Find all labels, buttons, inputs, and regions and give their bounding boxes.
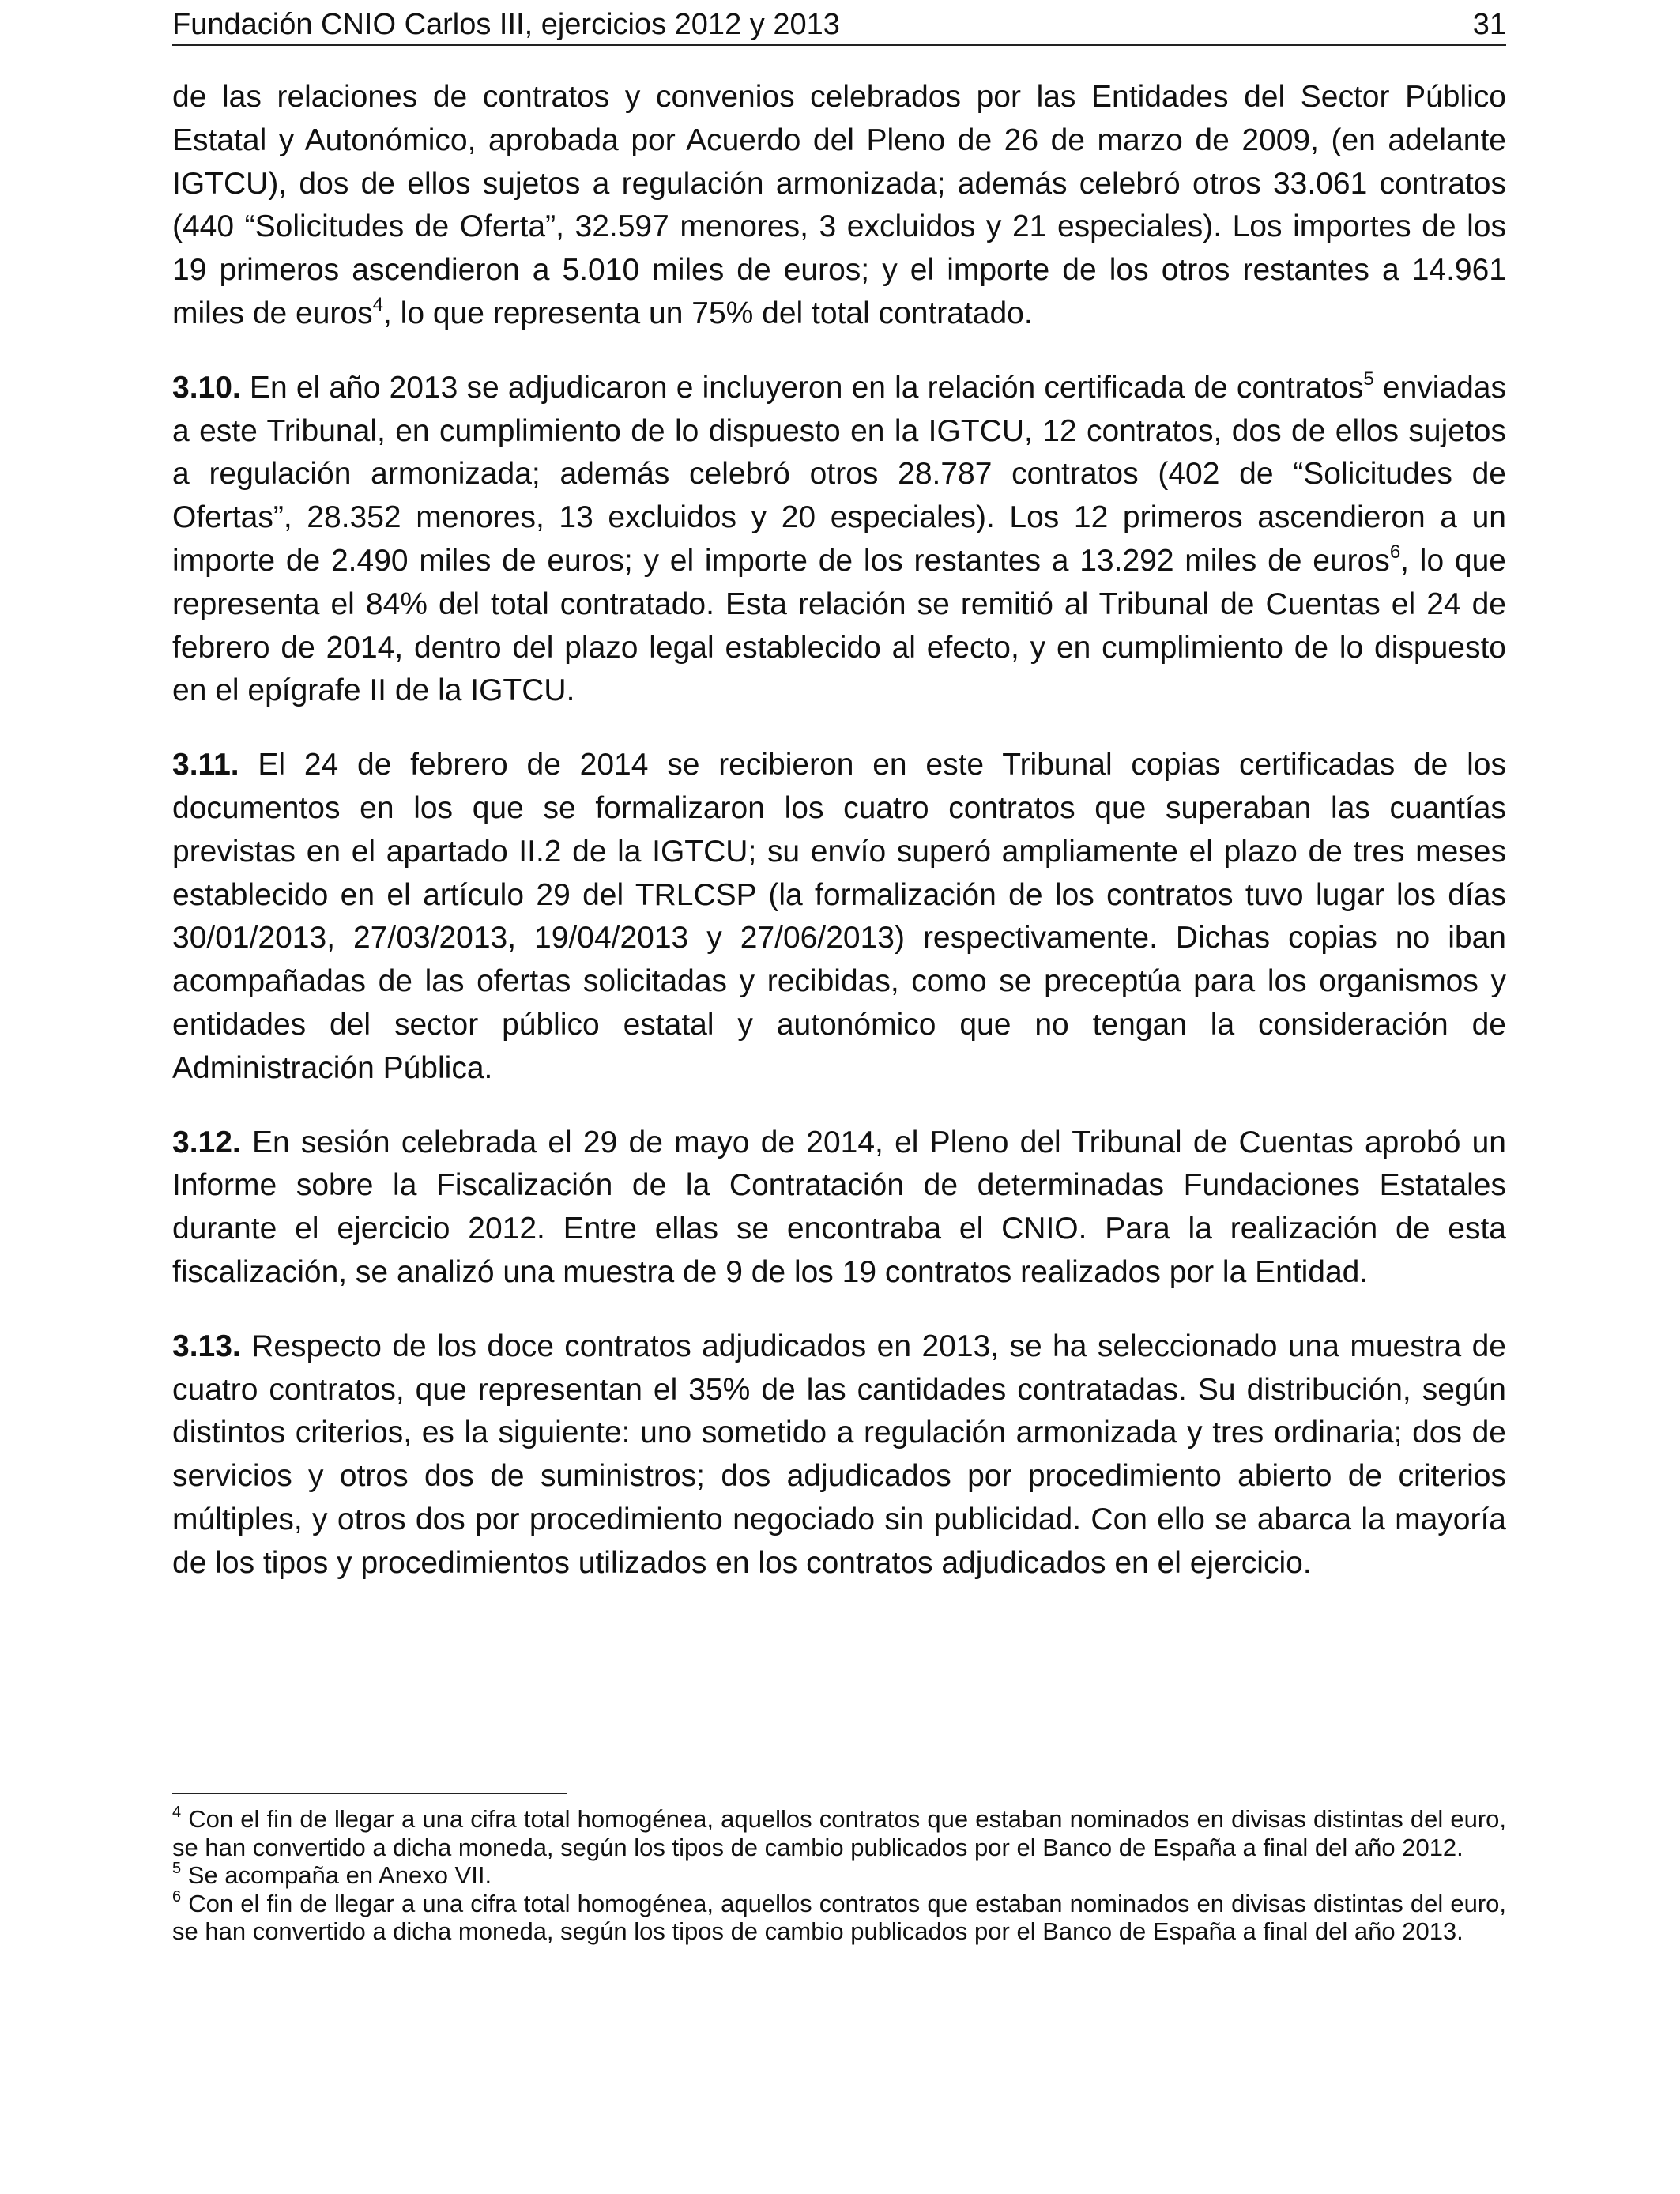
page-number: 31	[1472, 8, 1506, 41]
footnote-ref-4[interactable]: 4	[372, 293, 383, 315]
footnote-5	[172, 1861, 1506, 1890]
footnote-ref-5[interactable]: 5	[1363, 368, 1374, 390]
paragraph-text: enviadas a este Tribunal, en cumplimiento de lo dispuesto en la IGTCU, 12 contratos, dos de ellos sujetos a regulación armonizada; además celebró otros 28.787 contratos (402 de “Solicitudes de Ofertas”, 28.352 menores, 13 excluidos y 20 especiales). Los 12 primeros ascendieron a un importe de 2.490 miles de euros; y el importe de los restantes a 13.292 miles de euros	[172, 370, 1506, 578]
paragraph-text: En el año 2013 se adjudicaron e incluyeron en la relación certificada de contratos	[240, 370, 1364, 405]
footnote-6	[172, 1887, 1506, 1946]
paragraph-3-13	[172, 1325, 1506, 1585]
paragraph-3-12	[172, 1122, 1506, 1295]
footnote-mark: 5	[172, 1860, 182, 1877]
footnote-ref-6[interactable]: 6	[1389, 541, 1401, 563]
paragraph-3-11	[172, 744, 1506, 1090]
footnotes	[172, 1805, 1506, 1946]
footnote-text: Se acompaña en Anexo VII.	[181, 1861, 492, 1889]
footnote-separator	[172, 1793, 567, 1794]
paragraph-text: En sesión celebrada el 29 de mayo de 2014, el Pleno del Tribunal de Cuentas aprobó un Informe sobre la Fiscalización de la Contratación de determinadas Fundaciones Estatales durante el ejercicio 2012. Entre ellas se encontraba el CNIO. Para la realización de esta fiscalización, se analizó una muestra de 9 de los 19 contratos realizados por la Entidad.	[172, 1125, 1506, 1289]
paragraph-continuation	[172, 76, 1506, 336]
paragraph-number: 3.10.	[172, 370, 241, 405]
paragraph-text: , lo que representa el 84% del total contratado. Esta relación se remitió al Tribunal de Cuentas el 24 de febrero de 2014, dentro del plazo legal establecido al efecto, y en cumplimiento de lo dispuesto en el epígrafe II de la IGTCU.	[172, 543, 1506, 708]
paragraph-number: 3.13.	[172, 1329, 241, 1363]
paragraph-text: , lo que representa un 75% del total contratado.	[382, 296, 1033, 330]
footnote-mark: 4	[172, 1804, 182, 1821]
paragraph-number: 3.12.	[172, 1125, 241, 1159]
paragraph-3-10	[172, 367, 1506, 713]
paragraph-text: El 24 de febrero de 2014 se recibieron en este Tribunal copias certificadas de los documentos en los que se formalizaron los cuatro contratos que superaban las cuantías previstas en el apartado II.2 de la IGTCU; su envío superó ampliamente el plazo de tres meses establecido en el artículo 29 del TRLCSP (la formalización de los contratos tuvo lugar los días 30/01/2013, 27/03/2013, 19/04/2013 y 27/06/2013) respectivamente. Dichas copias no iban acompañadas de las ofertas solicitadas y recibidas, como se preceptúa para los organismos y entidades del sector público estatal y autonómico que no tengan la consideración de Administración Pública.	[172, 748, 1506, 1085]
footnote-text: Con el fin de llegar a una cifra total homogénea, aquellos contratos que estaban nominados en divisas distintas del euro, se han convertido a dicha moneda, según los tipos de cambio publicados por el Banco de España a final del año 2012.	[172, 1805, 1506, 1861]
document-body	[172, 76, 1506, 1616]
header-title: Fundación CNIO Carlos III, ejercicios 2012 y 2013	[172, 8, 840, 41]
paragraph-number: 3.11.	[172, 748, 239, 782]
paragraph-text: Respecto de los doce contratos adjudicados en 2013, se ha seleccionado una muestra de cuatro contratos, que representan el 35% de las cantidades contratadas. Su distribución, según distintos criterios, es la siguiente: uno sometido a regulación armonizada y tres ordinaria; dos de servicios y otros dos de suministros; dos adjudicados por procedimiento abierto de criterios múltiples, y otros dos por procedimiento negociado sin publicidad. Con ello se abarca la mayoría de los tipos y procedimientos utilizados en los contratos adjudicados en el ejercicio.	[172, 1329, 1506, 1580]
footnote-text: Con el fin de llegar a una cifra total homogénea, aquellos contratos que estaban nominados en divisas distintas del euro, se han convertido a dicha moneda, según los tipos de cambio publicados por el Banco de España a final del año 2013.	[172, 1889, 1506, 1945]
footnote-mark: 6	[172, 1887, 182, 1906]
footnote-4	[172, 1805, 1506, 1861]
page-header	[172, 5, 1506, 46]
paragraph-text: de las relaciones de contratos y convenios celebrados por las Entidades del Sector Público Estatal y Autonómico, aprobada por Acuerdo del Pleno de 26 de marzo de 2009, (en adelante IGTCU), dos de ellos sujetos a regulación armonizada; además celebró otros 33.061 contratos (440 “Solicitudes de Oferta”, 32.597 menores, 3 excluidos y 21 especiales). Los importes de los 19 primeros ascendieron a 5.010 miles de euros; y el importe de los otros restantes a 14.961 miles de euros	[172, 80, 1506, 330]
